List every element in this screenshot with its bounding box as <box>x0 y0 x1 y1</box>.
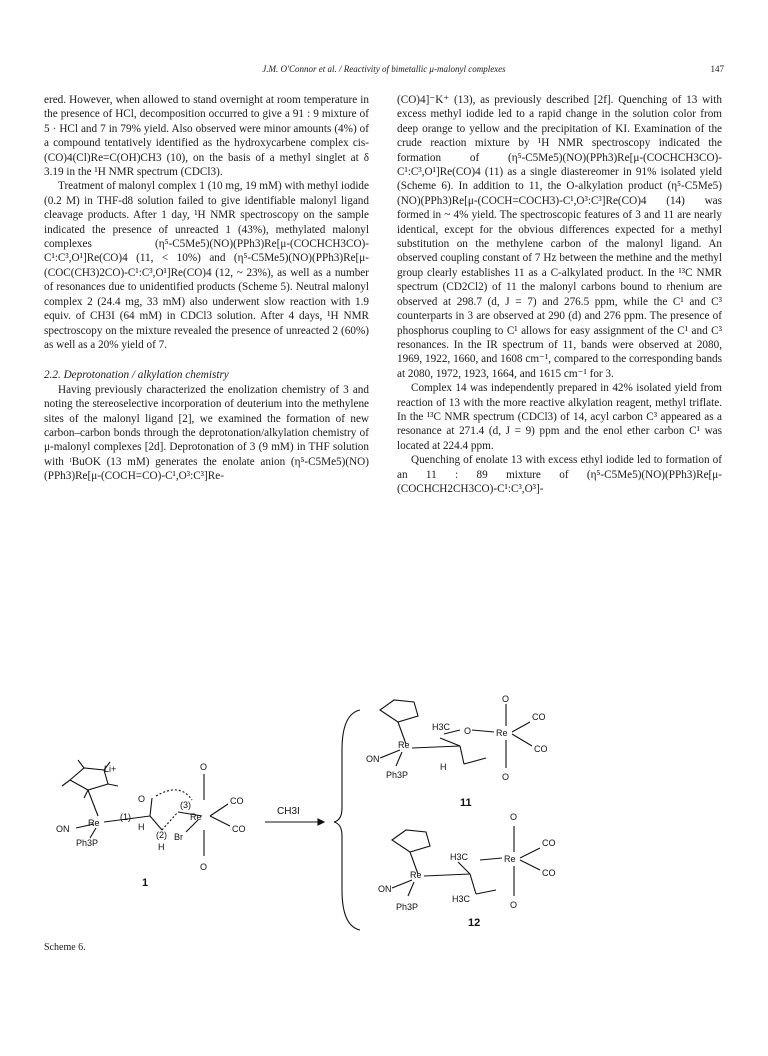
h-label: H <box>138 822 145 832</box>
br-label: Br <box>174 832 183 842</box>
paragraph: Quenching of enolate 13 with excess ethyl iodide led to formation of an 11 : 89 mixture of (η⁵-C5Me5)(NO)(PPh3)Re[μ-(COCHCH2CH3CO)-C¹:C³,O³]- <box>397 454 722 495</box>
paragraph: Complex 14 was independently prepared in 42% isolated yield from reaction of 13 with the more reactive alkylation reagent, methyl triflate. In the ¹³C NMR spectrum (CDCl3) of 14, acyl carbon C³ appeared as a resonance at 271.4 (d, J = 9) ppm and the enol ether carbon C¹ was located at 224.4 ppm. <box>397 382 722 452</box>
re-label: Re <box>504 854 516 864</box>
o-label: O <box>200 762 208 772</box>
h3c-label: H3C <box>452 894 471 904</box>
pos2-label: (2) <box>156 830 167 840</box>
h3c-label: H3C <box>450 852 469 862</box>
paragraph: Treatment of malonyl complex 1 (10 mg, 19 mM) with methyl iodide (0.2 M) in THF-d8 solution failed to give identifiable malonyl ligand cleavage products. After 1 day, ¹H NMR spectroscopy on the sample indicated the presence of unreacted 1 (43%), methylated malonyl complexes (η⁵-C5Me5)(NO)(PPh3)Re[μ-(COCHCH3CO)-C¹:C³,O¹]Re(CO)4 (11, < 10%) and (η⁵-C5Me5)(NO)(PPh3)Re[μ-(COC(CH3)2CO)-C¹:C³,O¹]Re(CO)4 (12, ~ 23%), as well as a number of resonances due to unidentified products (Scheme 5). Neutral malonyl complex 2 (24.4 mg, 33 mM) also underwent slow reaction with 1.9 equiv. of CH3I (64 mM) in CDCl3 solution. After 4 days, ¹H NMR spectroscopy on the mixture revealed the presence of unreacted 2 (60%) as well as a 20% yield of 7. <box>44 180 369 351</box>
re-label: Re <box>398 740 410 750</box>
figure-caption: Scheme 6. <box>44 942 86 953</box>
o-label: O <box>502 694 510 704</box>
o-label: O <box>510 812 518 822</box>
right-column <box>397 93 722 496</box>
paragraph: Having previously characterized the enolization chemistry of 3 and noting the stereoselective incorporation of deuterium into the methylene sites of the malonyl ligand [2], we examined the formation of new carbon–carbon bonds through the deprotonation/alkylation chemistry of μ-malonyl complexes [2d]. Deprotonation of 3 (9 mM) in THF solution with ᵗBuOK (13 mM) generates the enolate anion (η⁵-C5Me5)(NO)(PPh3)Re[μ-(COCH=CO)-C¹,O³:C³]Re- <box>44 383 369 483</box>
co-label: CO <box>532 712 546 722</box>
o-label: O <box>510 900 518 910</box>
reaction-scheme-drawing <box>40 690 730 945</box>
re-label: Re <box>496 728 508 738</box>
on-label: ON <box>366 754 380 764</box>
ph3p-label: Ph3P <box>386 770 409 780</box>
ph3p-label: Ph3P <box>396 902 419 912</box>
reagent-label: CH3I <box>277 806 300 817</box>
re-label: Re <box>410 870 422 880</box>
compound-11-structure <box>380 700 532 768</box>
page-number: 147 <box>710 64 724 74</box>
compound-12-number: 12 <box>468 917 481 929</box>
compound-1-number: 1 <box>142 877 149 889</box>
on-label: ON <box>378 884 392 894</box>
left-column <box>44 93 369 484</box>
running-title: J.M. O'Connor et al. / Reactivity of bimetallic μ-malonyl complexes <box>262 64 506 74</box>
co-label: CO <box>542 838 556 848</box>
section-heading: 2.2. Deprotonation / alkylation chemistry <box>44 369 229 382</box>
o-label: O <box>138 794 146 804</box>
h-label: H <box>158 842 165 852</box>
h-label: H <box>440 762 447 772</box>
scheme-6-figure <box>40 690 730 945</box>
on-label: ON <box>56 824 70 834</box>
o-label: O <box>200 862 208 872</box>
o-label: O <box>502 772 510 782</box>
ph3p-label: Ph3P <box>76 838 99 848</box>
co-label: CO <box>542 868 556 878</box>
paragraph: (CO)4]⁻K⁺ (13), as previously described [2f]. Quenching of 13 with excess methyl iodide led to a rapid change in the solution color from deep orange to yellow and the precipitation of KI. Examination of the crude reaction mixture by ¹H NMR spectroscopy indicated the formation of (η⁵-C5Me5)(NO)(PPh3)Re[μ-(COCHCH3CO)-C¹:C³,O¹]Re(CO)4 (11) as a single diastereomer in 91% isolated yield (Scheme 6). In addition to 11, the O-alkylation product (η⁵-C5Me5)(NO)(PPh3)Re[μ-(COCH=COCH3)-C¹,O³:C³]Re(CO)4 (14) was formed in ~ 4% yield. The spectroscopic features of 3 and 11 are nearly identical, except for the obvious differences expected for a methyl substitution on the methylene carbon of the malonyl ligand. An observed coupling constant of 7 Hz between the methine and the methyl group clearly establishes 11 as a C-alkylated product. In the ¹³C NMR spectrum (CD2Cl2) of 11 the malonyl carbons bound to rhenium are observed at 298.7 (d, J = 7) and 276.5 ppm, while the C¹ and C³ counterparts in 3 are observed at 290 (d) and 276 ppm. The presence of phosphorus coupling to C¹ allows for easy assignment of the C¹ and C³ resonances. In the IR spectrum of 11, bands were observed at 2080, 1969, 1922, 1660, and 1608 cm⁻¹, compared to the corresponding bands at 2080, 1972, 1923, 1664, and 1615 cm⁻¹ for 3. <box>397 94 722 380</box>
pos1-label: (1) <box>120 812 131 822</box>
compound-11-number: 11 <box>460 797 472 809</box>
o-label: O <box>464 726 472 736</box>
h3c-label: H3C <box>432 722 451 732</box>
pos3-label: (3) <box>180 800 191 810</box>
co-label: CO <box>534 744 548 754</box>
co-label: CO <box>230 796 244 806</box>
li-label: Li+ <box>104 764 117 774</box>
re-label: Re <box>88 818 100 828</box>
paragraph: ered. However, when allowed to stand overnight at room temperature in the presence of HCl, decomposition occurred to give a 91 : 9 mixture of 5 · HCl and 7 in 79% yield. Also observed were minor amounts (4%) of a compound tentatively identified as the hydroxycarbene complex cis-(CO)4(Cl)Re=C(OH)CH3 (10), on the basis of a methyl singlet at δ 3.19 in the ¹H NMR spectrum (CDCl3). <box>44 94 369 179</box>
re-label: Re <box>190 812 202 822</box>
co-label: CO <box>232 824 246 834</box>
